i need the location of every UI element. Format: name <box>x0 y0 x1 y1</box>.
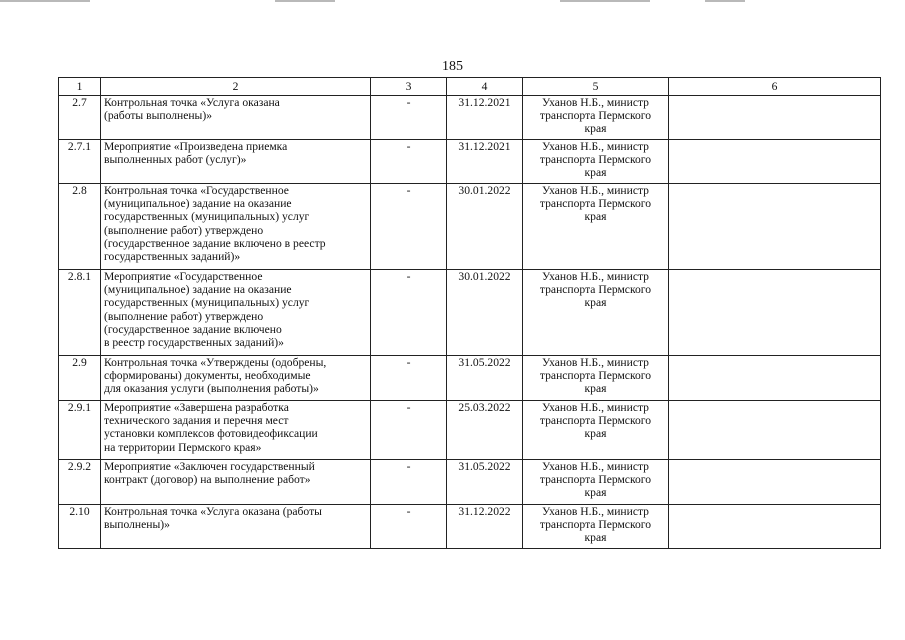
row-col6 <box>669 356 881 401</box>
row-number: 2.7 <box>59 96 101 140</box>
row-col6 <box>669 460 881 505</box>
row-col3: - <box>371 356 447 401</box>
row-number: 2.8 <box>59 184 101 270</box>
scan-edge-line <box>275 0 335 2</box>
row-number: 2.9.2 <box>59 460 101 505</box>
row-title: Контрольная точка «Услуга оказана (работы выполнены)» <box>104 505 322 532</box>
table-row <box>59 140 881 184</box>
row-col3: - <box>371 401 447 460</box>
row-responsible: Уханов Н.Б., министр транспорта Пермского края <box>539 270 652 310</box>
row-date: 31.12.2021 <box>447 96 523 140</box>
column-header: 6 <box>669 78 881 96</box>
row-responsible: Уханов Н.Б., министр транспорта Пермского края <box>539 401 652 441</box>
row-responsible: Уханов Н.Б., министр транспорта Пермского края <box>539 140 652 180</box>
row-date: 30.01.2022 <box>447 270 523 356</box>
scan-edge-line <box>0 0 90 2</box>
table-row <box>59 356 881 401</box>
row-responsible: Уханов Н.Б., министр транспорта Пермского края <box>539 505 652 545</box>
row-col3: - <box>371 505 447 549</box>
row-number: 2.8.1 <box>59 270 101 356</box>
table-row <box>59 505 881 549</box>
row-title: Мероприятие «Заключен государственный контракт (договор) на выполнение работ» <box>104 460 315 487</box>
scan-edge-line <box>560 0 650 2</box>
row-title: Контрольная точка «Государственное (муниципальное) задание на оказание государственных (муниципальных) услуг (выполнение работ) утверждено (государственное задание включено в реестр государственных заданий)» <box>104 184 326 264</box>
column-number-row <box>59 78 881 96</box>
table-row <box>59 460 881 505</box>
control-points-table <box>58 77 881 549</box>
row-title: Контрольная точка «Утверждены (одобрены, сформированы) документы, необходимые для оказания услуги (выполнения работы)» <box>104 356 327 396</box>
row-date: 30.01.2022 <box>447 184 523 270</box>
column-header: 5 <box>523 78 669 96</box>
row-title: Мероприятие «Государственное (муниципальное) задание на оказание государственных (муниципальных) услуг (выполнение работ) утверждено (государственное задание включено в реестр государственных заданий)» <box>104 270 310 350</box>
row-number: 2.10 <box>59 505 101 549</box>
row-title: Мероприятие «Произведена приемка выполненных работ (услуг)» <box>104 140 288 167</box>
row-title: Мероприятие «Завершена разработка технического задания и перечня мест установки комплексов фотовидеофиксации на территории Пермского края» <box>104 401 318 454</box>
row-responsible: Уханов Н.Б., министр транспорта Пермского края <box>539 184 652 224</box>
row-date: 31.12.2022 <box>447 505 523 549</box>
row-col3: - <box>371 96 447 140</box>
row-date: 31.12.2021 <box>447 140 523 184</box>
row-number: 2.9 <box>59 356 101 401</box>
row-title: Контрольная точка «Услуга оказана (работы выполнены)» <box>104 96 280 123</box>
row-col6 <box>669 184 881 270</box>
scan-edge-line <box>705 0 745 2</box>
row-col6 <box>669 401 881 460</box>
row-col3: - <box>371 184 447 270</box>
row-date: 31.05.2022 <box>447 460 523 505</box>
table-row <box>59 184 881 270</box>
row-col6 <box>669 505 881 549</box>
row-responsible: Уханов Н.Б., министр транспорта Пермского края <box>539 356 652 396</box>
column-header: 3 <box>371 78 447 96</box>
row-col3: - <box>371 270 447 356</box>
row-number: 2.9.1 <box>59 401 101 460</box>
column-header: 4 <box>447 78 523 96</box>
row-date: 25.03.2022 <box>447 401 523 460</box>
row-col6 <box>669 140 881 184</box>
page-number: 185 <box>442 59 463 74</box>
column-header: 2 <box>101 78 371 96</box>
row-number: 2.7.1 <box>59 140 101 184</box>
row-col3: - <box>371 460 447 505</box>
column-header: 1 <box>59 78 101 96</box>
table-row <box>59 401 881 460</box>
row-col3: - <box>371 140 447 184</box>
table-row <box>59 96 881 140</box>
row-responsible: Уханов Н.Б., министр транспорта Пермского края <box>539 96 652 136</box>
row-date: 31.05.2022 <box>447 356 523 401</box>
table-row <box>59 270 881 356</box>
row-responsible: Уханов Н.Б., министр транспорта Пермского края <box>539 460 652 500</box>
row-col6 <box>669 270 881 356</box>
row-col6 <box>669 96 881 140</box>
